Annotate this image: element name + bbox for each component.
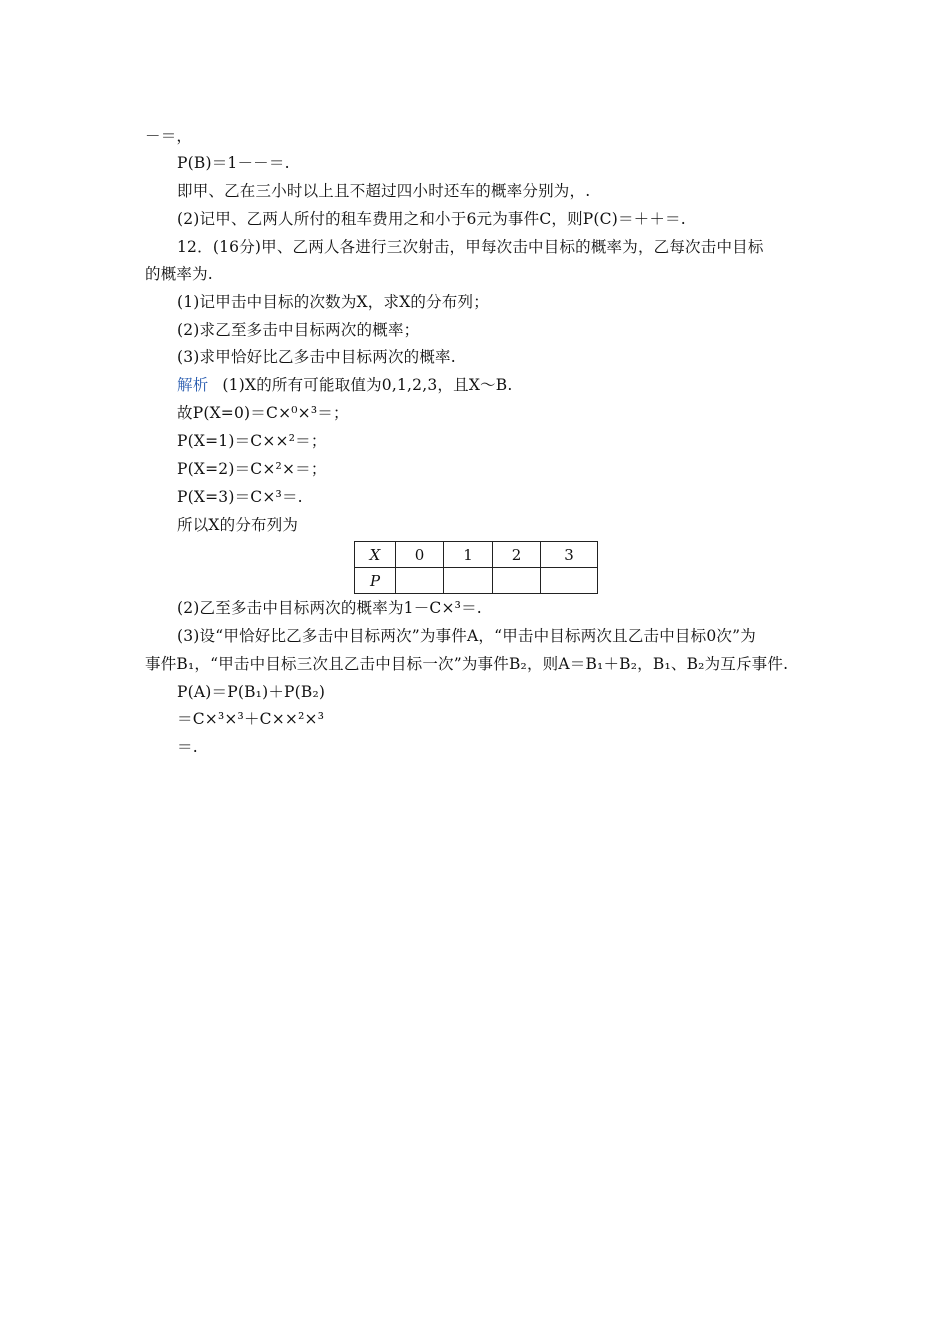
solution-label: 解析 xyxy=(177,376,209,394)
formula-line: P(A)＝P(B₁)＋P(B₂) xyxy=(177,683,326,701)
solution-text: (1)X的所有可能取值为0,1,2,3，且X～B. xyxy=(222,376,513,394)
table-cell: P xyxy=(355,568,396,594)
question-part: (1)记甲击中目标的次数为X，求X的分布列； xyxy=(177,293,489,311)
formula-line: P(X=3)＝C×³＝. xyxy=(177,488,303,506)
solution-line: (2)乙至多击中目标两次的概率为1－C×³＝. xyxy=(177,599,482,617)
question-line: 的概率为. xyxy=(145,265,213,283)
question-line: 12．(16分)甲、乙两人各进行三次射击，甲每次击中目标的概率为，乙每次击中目标 xyxy=(177,238,764,256)
text-line: P(B)＝1－－＝. xyxy=(177,154,290,172)
question-part: (3)求甲恰好比乙多击中目标两次的概率. xyxy=(177,348,456,366)
text-line: (2)记甲、乙两人所付的租车费用之和小于6元为事件C，则P(C)＝＋＋＝. xyxy=(177,210,686,228)
solution-line: (3)设“甲恰好比乙多击中目标两次”为事件A，“甲击中目标两次且乙击中目标0次”为 xyxy=(177,627,756,645)
table-cell: 2 xyxy=(493,542,541,568)
question-part: (2)求乙至多击中目标两次的概率； xyxy=(177,321,420,339)
formula-line: ＝. xyxy=(177,738,198,756)
formula-line: P(X=2)＝C×²×＝； xyxy=(177,460,327,478)
text-line: 即甲、乙在三小时以上且不超过四小时还车的概率分别为，. xyxy=(177,182,591,200)
formula-line: P(X=1)＝C××²＝； xyxy=(177,432,327,450)
solution-line xyxy=(177,375,512,395)
text-line: 所以X的分布列为 xyxy=(177,516,299,534)
table-cell: 3 xyxy=(541,542,598,568)
table-cell: X xyxy=(355,542,396,568)
table-cell xyxy=(541,568,598,594)
table-header-row xyxy=(355,542,598,568)
formula-line: ＝C×³×³＋C××²×³ xyxy=(177,710,325,728)
distribution-table xyxy=(354,541,598,594)
table-row xyxy=(355,568,598,594)
table-cell xyxy=(444,568,493,594)
solution-line: 事件B₁，“甲击中目标三次且乙击中目标一次”为事件B₂，则A＝B₁＋B₂，B₁、B₂为互斥事件. xyxy=(145,655,789,673)
table-cell: 0 xyxy=(396,542,444,568)
table-cell xyxy=(396,568,444,594)
text-line: －＝， xyxy=(145,127,193,145)
table-cell: 1 xyxy=(444,542,493,568)
formula-line: 故P(X=0)＝C×⁰×³＝； xyxy=(177,404,349,422)
table-cell xyxy=(493,568,541,594)
